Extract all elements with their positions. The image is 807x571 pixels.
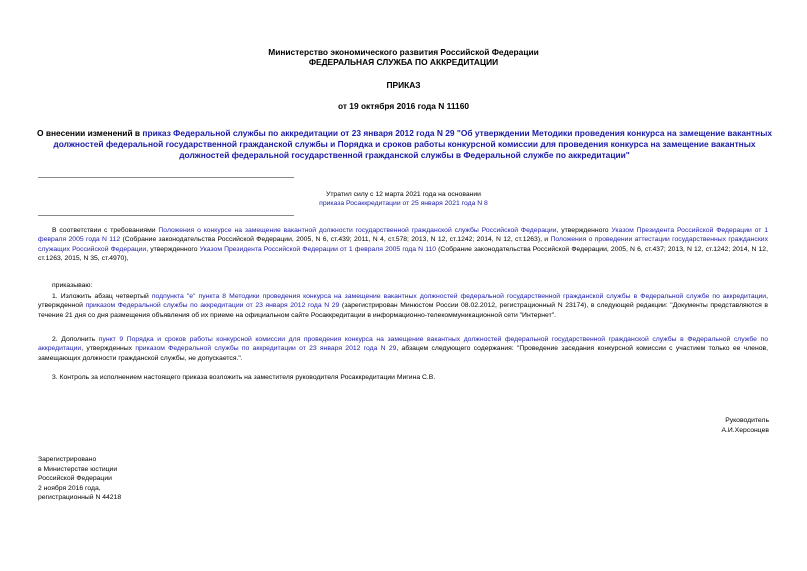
preamble-text-2: , утвержденного <box>556 227 612 234</box>
item-2-text-3: , абзацем следующего содержания: "Проведение заседания конкурсной комиссии с участием только ее членов, замещающих должности гражданской службы, не допускается.". <box>38 345 768 362</box>
registration-line-4: 2 ноября 2016 года, <box>38 484 101 492</box>
item-2-link-1[interactable]: пункт 9 Порядка и сроков работы конкурсной комиссии для проведения конкурса на замещение вакантных должностей федеральной государственной гражданской службы в Федеральной службе по аккредитации <box>38 336 768 353</box>
title-prefix: О внесении изменений в <box>36 128 143 138</box>
registration-line-3: Российской Федерации <box>38 475 112 482</box>
title-link[interactable]: приказ Федеральной службы по аккредитации от 23 января 2012 года N 29 "Об утверждении Методики проведения конкурса на замещение вакантных должностей федеральной государственной гражданской службы и Порядка и сроков работы конкурсной комиссии для проведения конкурса на замещение вакантных должностей федеральной государственной гражданской службы в Федеральной службе по аккредитации" <box>53 128 773 160</box>
ministry-name: Министерство экономического развития Российской Федерации <box>268 47 539 57</box>
registration-line-2: в Министерстве юстиции <box>38 465 118 473</box>
document-title <box>32 128 777 161</box>
item-2-text-2: , утвержденных <box>81 345 136 353</box>
signature-block <box>721 416 769 435</box>
preamble-link-1[interactable]: Положения о конкурсе на замещение вакантной должности государственной гражданской службы Российской Федерации <box>158 227 557 234</box>
item-1-paragraph <box>38 292 768 320</box>
divider-top <box>38 177 294 178</box>
preamble-text-3: (Собрание законодательства Российской Федерации, 2005, N 6, ст.439; 2011, N 4, ст.578; 2013, N 12, ст.1242; 2014, N 12, ст.1263), и <box>120 236 551 244</box>
document-date: от 19 октября 2016 года N 11160 <box>337 101 470 111</box>
item-3-paragraph: 3. Контроль за исполнением настоящего приказа возложить на заместителя руководителя Росаккредитации Мигина С.В. <box>52 374 436 381</box>
signer-role: Руководитель <box>725 417 769 424</box>
item-2-text-1: 2. Дополнить <box>52 336 99 343</box>
lost-force-text: Утратил силу с 12 марта 2021 года на основании <box>326 191 481 198</box>
preamble-link-2[interactable]: Указом Президента Российской Федерации от 1 февраля 2005 года N 112 <box>38 227 768 244</box>
lost-force-link[interactable]: приказа Росаккредитации от 25 января 2021 года N 8 <box>319 200 488 207</box>
item-2-paragraph <box>38 335 768 363</box>
registration-block <box>38 455 121 503</box>
item-1-link-1[interactable]: подпункта "е" пункта 8 Методики проведения конкурса на замещение вакантных должностей федеральной государственной гражданской службы в Федеральной службе по аккредитации <box>151 293 767 300</box>
order-word: приказываю: <box>52 282 93 289</box>
divider-bottom <box>38 215 294 216</box>
lost-force-note <box>0 190 807 208</box>
signer-name: А.И.Херсонцев <box>721 426 769 434</box>
service-name: ФЕДЕРАЛЬНАЯ СЛУЖБА ПО АККРЕДИТАЦИИ <box>308 57 499 67</box>
preamble-text-5: (Собрание законодательства Российской Федерации, 2005, N 6, ст.437; 2013, N 12, ст.1242; 2014, N 12, ст.1263, 2015, N 35, ст.4970), <box>38 245 768 262</box>
preamble-text-1: В соответствии с требованиями <box>52 227 159 234</box>
preamble-paragraph <box>38 226 768 263</box>
preamble-text-4: , утвержденного <box>146 245 200 253</box>
document-type: ПРИКАЗ <box>386 80 421 90</box>
preamble-link-3[interactable]: Положения о проведении аттестации государственных гражданских служащих Российской Федерации <box>38 236 768 253</box>
registration-line-5: регистрационный N 44218 <box>38 494 122 501</box>
preamble-link-4[interactable]: Указом Президента Российской Федерации от 1 февраля 2005 года N 110 <box>199 245 437 253</box>
item-1-link-2[interactable]: приказом Федеральной службы по аккредитации от 23 января 2012 года N 29 <box>85 302 340 310</box>
item-1-text-3: (зарегистрирован Минюстом России 08.02.2012, регистрационный N 23174), в следующей редакции: "Документы представляются в течение 21 дня со дня размещения объявления об их приеме на официальном сайте Росаккредитации в информационно-телекоммуникационной сети "Интернет". <box>38 302 769 319</box>
registration-line-1: Зарегистрировано <box>38 456 97 463</box>
item-2-link-2[interactable]: приказом Федеральной службы по аккредитации от 23 января 2012 года N 29 <box>135 345 397 353</box>
item-1-text-1: 1. Изложить абзац четвертый <box>52 293 152 300</box>
item-1-text-2: , утвержденной <box>38 293 768 310</box>
